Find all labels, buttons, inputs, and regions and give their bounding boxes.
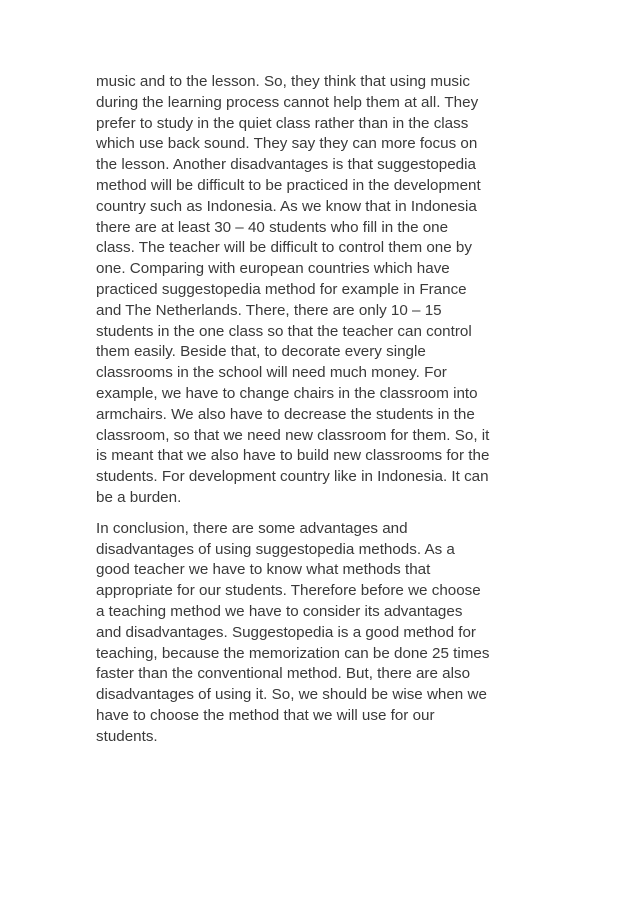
text-line: faster than the conventional method. But, there are also <box>96 665 471 683</box>
text-line: classrooms in the school will need much money. For <box>96 364 447 382</box>
text-line: students. For development country like in Indonesia. It can <box>96 468 489 486</box>
text-line: them easily. Beside that, to decorate every single <box>96 343 426 361</box>
text-line: prefer to study in the quiet class rather than in the class <box>96 114 469 132</box>
text-line: there are at least 30 – 40 students who fill in the one <box>96 218 449 236</box>
text-line: the lesson. Another disadvantages is that suggestopedia <box>96 156 476 174</box>
text-line: country such as Indonesia. As we know that in Indonesia <box>96 197 477 215</box>
text-line: and The Netherlands. There, there are only 10 – 15 <box>96 301 442 319</box>
text-line: a teaching method we have to consider its advantages <box>96 602 463 620</box>
text-line: example, we have to change chairs in the classroom into <box>96 384 478 402</box>
text-line: students in the one class so that the teacher can control <box>96 322 472 340</box>
text-line: be a burden. <box>96 488 182 506</box>
text-line: teaching, because the memorization can be done 25 times <box>96 644 490 662</box>
text-line: appropriate for our students. Therefore before we choose <box>96 582 481 600</box>
text-line: and disadvantages. Suggestopedia is a good method for <box>96 623 476 641</box>
body-text <box>96 72 546 748</box>
text-line: In conclusion, there are some advantages and <box>96 519 408 537</box>
paragraph-spacer <box>96 509 546 519</box>
paragraph-conclusion <box>96 519 546 748</box>
text-line: armchairs. We also have to decrease the students in the <box>96 405 475 423</box>
text-line: good teacher we have to know what methods that <box>96 561 431 579</box>
text-line: disadvantages of using suggestopedia methods. As a <box>96 540 455 558</box>
text-line: is meant that we also have to build new classrooms for the <box>96 447 490 465</box>
text-line: classroom, so that we need new classroom for them. So, it <box>96 426 490 444</box>
text-line: during the learning process cannot help them at all. They <box>96 93 479 111</box>
text-line: disadvantages of using it. So, we should be wise when we <box>96 686 487 704</box>
text-line: practiced suggestopedia method for example in France <box>96 280 467 298</box>
text-line: class. The teacher will be difficult to control them one by <box>96 239 472 257</box>
paragraph-disadvantages <box>96 72 546 509</box>
text-line: one. Comparing with european countries which have <box>96 260 450 278</box>
text-line: students. <box>96 727 158 745</box>
text-line: method will be difficult to be practiced in the development <box>96 176 481 194</box>
text-line: have to choose the method that we will use for our <box>96 706 435 724</box>
text-line: music and to the lesson. So, they think that using music <box>96 73 470 90</box>
text-line: which use back sound. They say they can more focus on <box>96 135 478 153</box>
